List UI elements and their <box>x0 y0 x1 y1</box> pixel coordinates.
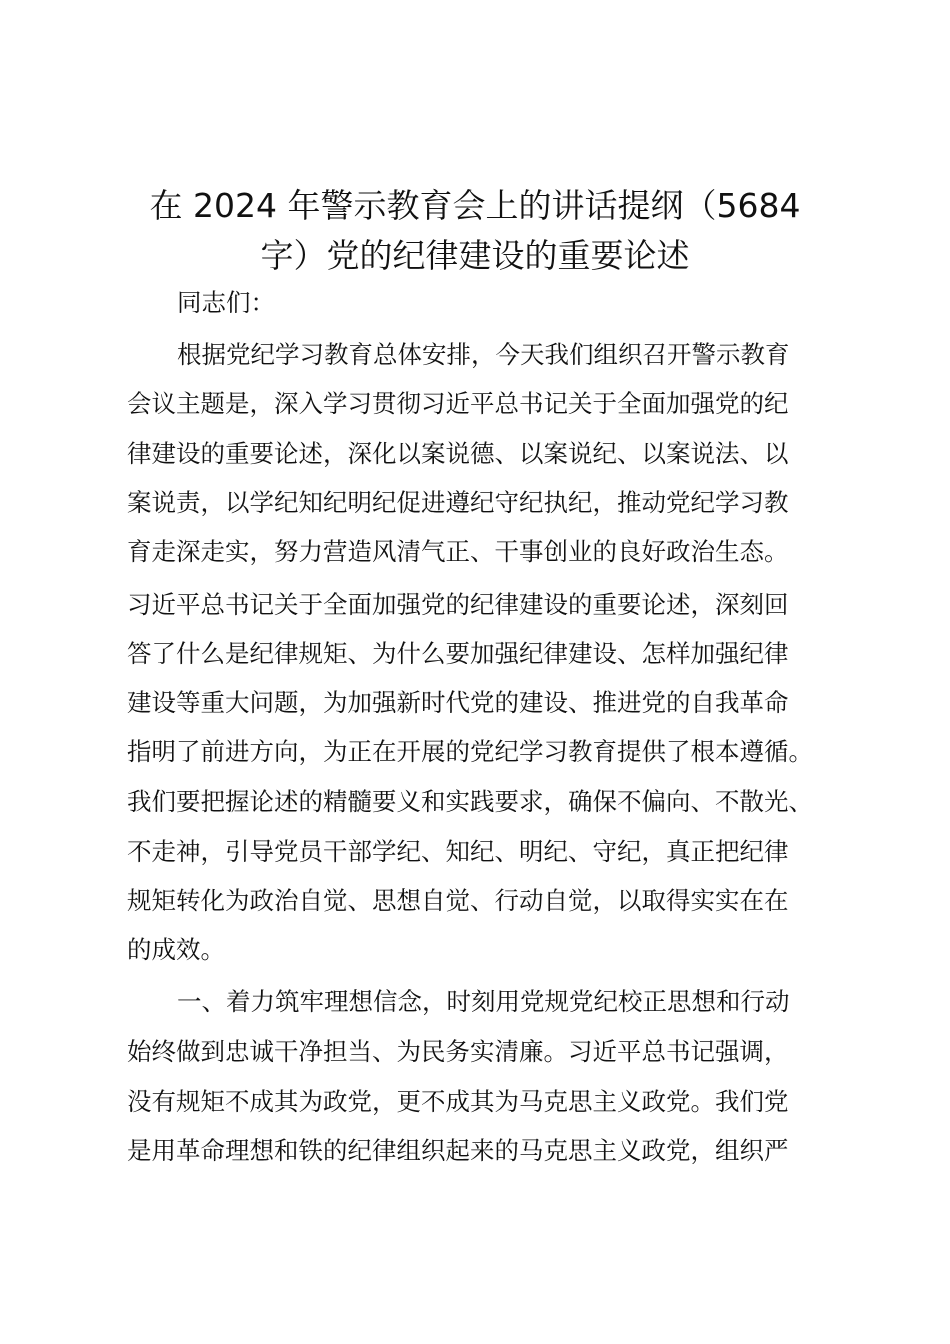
paragraph-line: 规矩转化为政治自觉、思想自觉、行动自觉，以取得实实在在 <box>127 886 789 915</box>
paragraph-line: 习近平总书记关于全面加强党的纪律建设的重要论述，深刻回 <box>127 590 789 619</box>
paragraph-line: 根据党纪学习教育总体安排，今天我们组织召开警示教育 <box>177 340 790 369</box>
section-heading-line: 一、着力筑牢理想信念，时刻用党规党纪校正思想和行动 <box>177 987 790 1016</box>
paragraph-line: 律建设的重要论述，深化以案说德、以案说纪、以案说法、以 <box>127 439 789 468</box>
paragraph-line: 答了什么是纪律规矩、为什么要加强纪律建设、怎样加强纪律 <box>127 639 789 668</box>
paragraph-line: 建设等重大问题，为加强新时代党的建设、推进党的自我革命 <box>127 688 789 717</box>
paragraph-line: 案说责，以学纪知纪明纪促进遵纪守纪执纪，推动党纪学习教 <box>127 488 789 517</box>
paragraph-line: 是用革命理想和铁的纪律组织起来的马克思主义政党，组织严 <box>127 1136 789 1165</box>
salutation: 同志们： <box>177 288 275 317</box>
paragraph-line: 始终做到忠诚干净担当、为民务实清廉。习近平总书记强调， <box>127 1037 789 1066</box>
paragraph-line: 育走深走实，努力营造风清气正、干事创业的良好政治生态。 <box>127 537 789 566</box>
paragraph-line: 没有规矩不成其为政党，更不成其为马克思主义政党。我们党 <box>127 1087 789 1116</box>
document-title-line-2: 字）党的纪律建设的重要论述 <box>260 236 690 275</box>
paragraph-line: 会议主题是，深入学习贯彻习近平总书记关于全面加强党的纪 <box>127 389 789 418</box>
paragraph-line: 指明了前进方向，为正在开展的党纪学习教育提供了根本遵循。 <box>127 737 813 766</box>
document-title-line-1: 在 2024 年警示教育会上的讲话提纲（5684 <box>149 186 801 225</box>
paragraph-line: 我们要把握论述的精髓要义和实践要求，确保不偏向、不散光、 <box>127 787 813 816</box>
paragraph-line: 的成效。 <box>127 935 225 964</box>
paragraph-line: 不走神，引导党员干部学纪、知纪、明纪、守纪，真正把纪律 <box>127 837 789 866</box>
